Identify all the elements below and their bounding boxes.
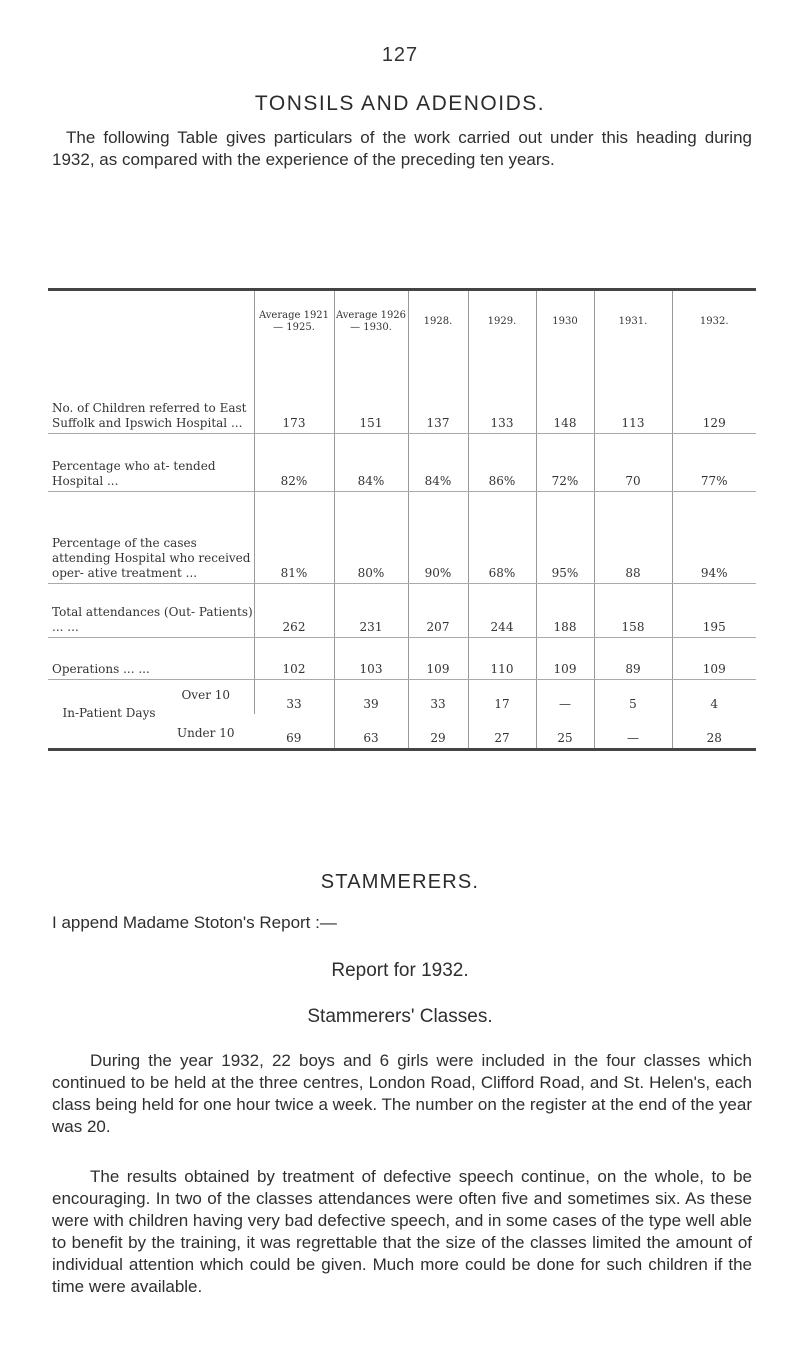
inpatient-group-label: In-Patient Days: [62, 706, 156, 720]
cell: 109: [408, 637, 468, 679]
cell: 231: [334, 583, 408, 637]
stammerers-paragraph-2: The results obtained by treatment of defective speech continue, on the whole, to be encouraging. In two of the classes attendances were often five and sometimes six. As these were with children having very bad defective speech, and in some cases of the type well able to benefit by the training, it was regrettable that the size of the classes limited the amount of individual attention which could be given. Much more could be done for such children if the time were available.: [52, 1167, 752, 1296]
cell: 133: [468, 353, 536, 433]
cell: 151: [334, 353, 408, 433]
cell: 262: [254, 583, 334, 637]
table-row: [48, 491, 756, 583]
cell: 89: [594, 637, 672, 679]
cell: 173: [254, 353, 334, 433]
table-header-row: [48, 290, 756, 354]
tonsils-table: [48, 288, 756, 751]
cell: 113: [594, 353, 672, 433]
cell: 27: [468, 714, 536, 749]
cell: 33: [408, 679, 468, 714]
inpatient-group: [48, 679, 254, 749]
cell: 109: [536, 637, 594, 679]
row-label: Total attendances (Out- Patients) ... ...: [48, 583, 254, 637]
page-title: TONSILS AND ADENOIDS.: [254, 92, 546, 115]
cell: 63: [334, 714, 408, 749]
stammerers-heading: STAMMERERS.: [320, 871, 480, 893]
cell: 82%: [254, 433, 334, 491]
report-title: Report for 1932.: [331, 960, 469, 981]
cell: 84%: [334, 433, 408, 491]
cell: 129: [672, 353, 756, 433]
cell: 29: [408, 714, 468, 749]
cell: 70: [594, 433, 672, 491]
inpatient-label-table: [52, 680, 254, 748]
table-row: [48, 679, 756, 714]
cell: 25: [536, 714, 594, 749]
cell: 77%: [672, 433, 756, 491]
cell: 102: [254, 637, 334, 679]
cell: 17: [468, 679, 536, 714]
classes-title: Stammerers' Classes.: [307, 1006, 493, 1027]
cell: 33: [254, 679, 334, 714]
column-header: 1929.: [468, 290, 536, 354]
cell: 207: [408, 583, 468, 637]
cell: 94%: [672, 491, 756, 583]
column-header: Average 1921 — 1925.: [254, 290, 334, 354]
cell: 5: [594, 679, 672, 714]
append-line: I append Madame Stoton's Report :—: [52, 913, 337, 932]
cell: 195: [672, 583, 756, 637]
cell: 109: [672, 637, 756, 679]
header-empty: [48, 290, 254, 354]
row-label: Over 10: [181, 687, 231, 702]
cell: 28: [672, 714, 756, 749]
table-row: [48, 637, 756, 679]
row-label: Under 10: [177, 725, 235, 740]
page-number: 127: [381, 44, 419, 66]
table-row: [48, 433, 756, 491]
row-label: Percentage who at- tended Hospital ...: [48, 433, 254, 491]
intro-paragraph: The following Table gives particulars of the work carried out under this heading during 1932, as compared with the experience of the preceding ten years.: [52, 128, 752, 169]
cell: 90%: [408, 491, 468, 583]
cell: 68%: [468, 491, 536, 583]
stammerers-paragraph-1: During the year 1932, 22 boys and 6 girls were included in the four classes which continued to be held at the three centres, London Road, Clifford Road, and St. Helen's, each class being held for one hour twice a week. The number on the register at the end of the year was 20.: [52, 1051, 752, 1136]
cell: 4: [672, 679, 756, 714]
table-row: [48, 583, 756, 637]
cell: 110: [468, 637, 536, 679]
table-row: [48, 353, 756, 433]
cell: 244: [468, 583, 536, 637]
column-header: 1928.: [408, 290, 468, 354]
cell: 72%: [536, 433, 594, 491]
cell: —: [594, 714, 672, 749]
cell: 80%: [334, 491, 408, 583]
cell: 95%: [536, 491, 594, 583]
cell: 69: [286, 730, 302, 745]
cell: 103: [334, 637, 408, 679]
row-label: No. of Children referred to East Suffolk and Ipswich Hospital ...: [48, 353, 254, 433]
cell: 81%: [254, 491, 334, 583]
column-header: 1932.: [672, 290, 756, 354]
column-header: 1930: [536, 290, 594, 354]
cell: 39: [334, 679, 408, 714]
column-header: Average 1926— 1930.: [334, 290, 408, 354]
row-label: Operations ... ...: [48, 637, 254, 679]
cell: 137: [408, 353, 468, 433]
cell: 188: [536, 583, 594, 637]
cell: 84%: [408, 433, 468, 491]
cell: 86%: [468, 433, 536, 491]
row-label: Percentage of the cases attending Hospital who received oper- ative treatment ...: [48, 491, 254, 583]
cell: 148: [536, 353, 594, 433]
cell: —: [536, 679, 594, 714]
column-header: 1931.: [594, 290, 672, 354]
cell: 88: [594, 491, 672, 583]
cell: 158: [594, 583, 672, 637]
